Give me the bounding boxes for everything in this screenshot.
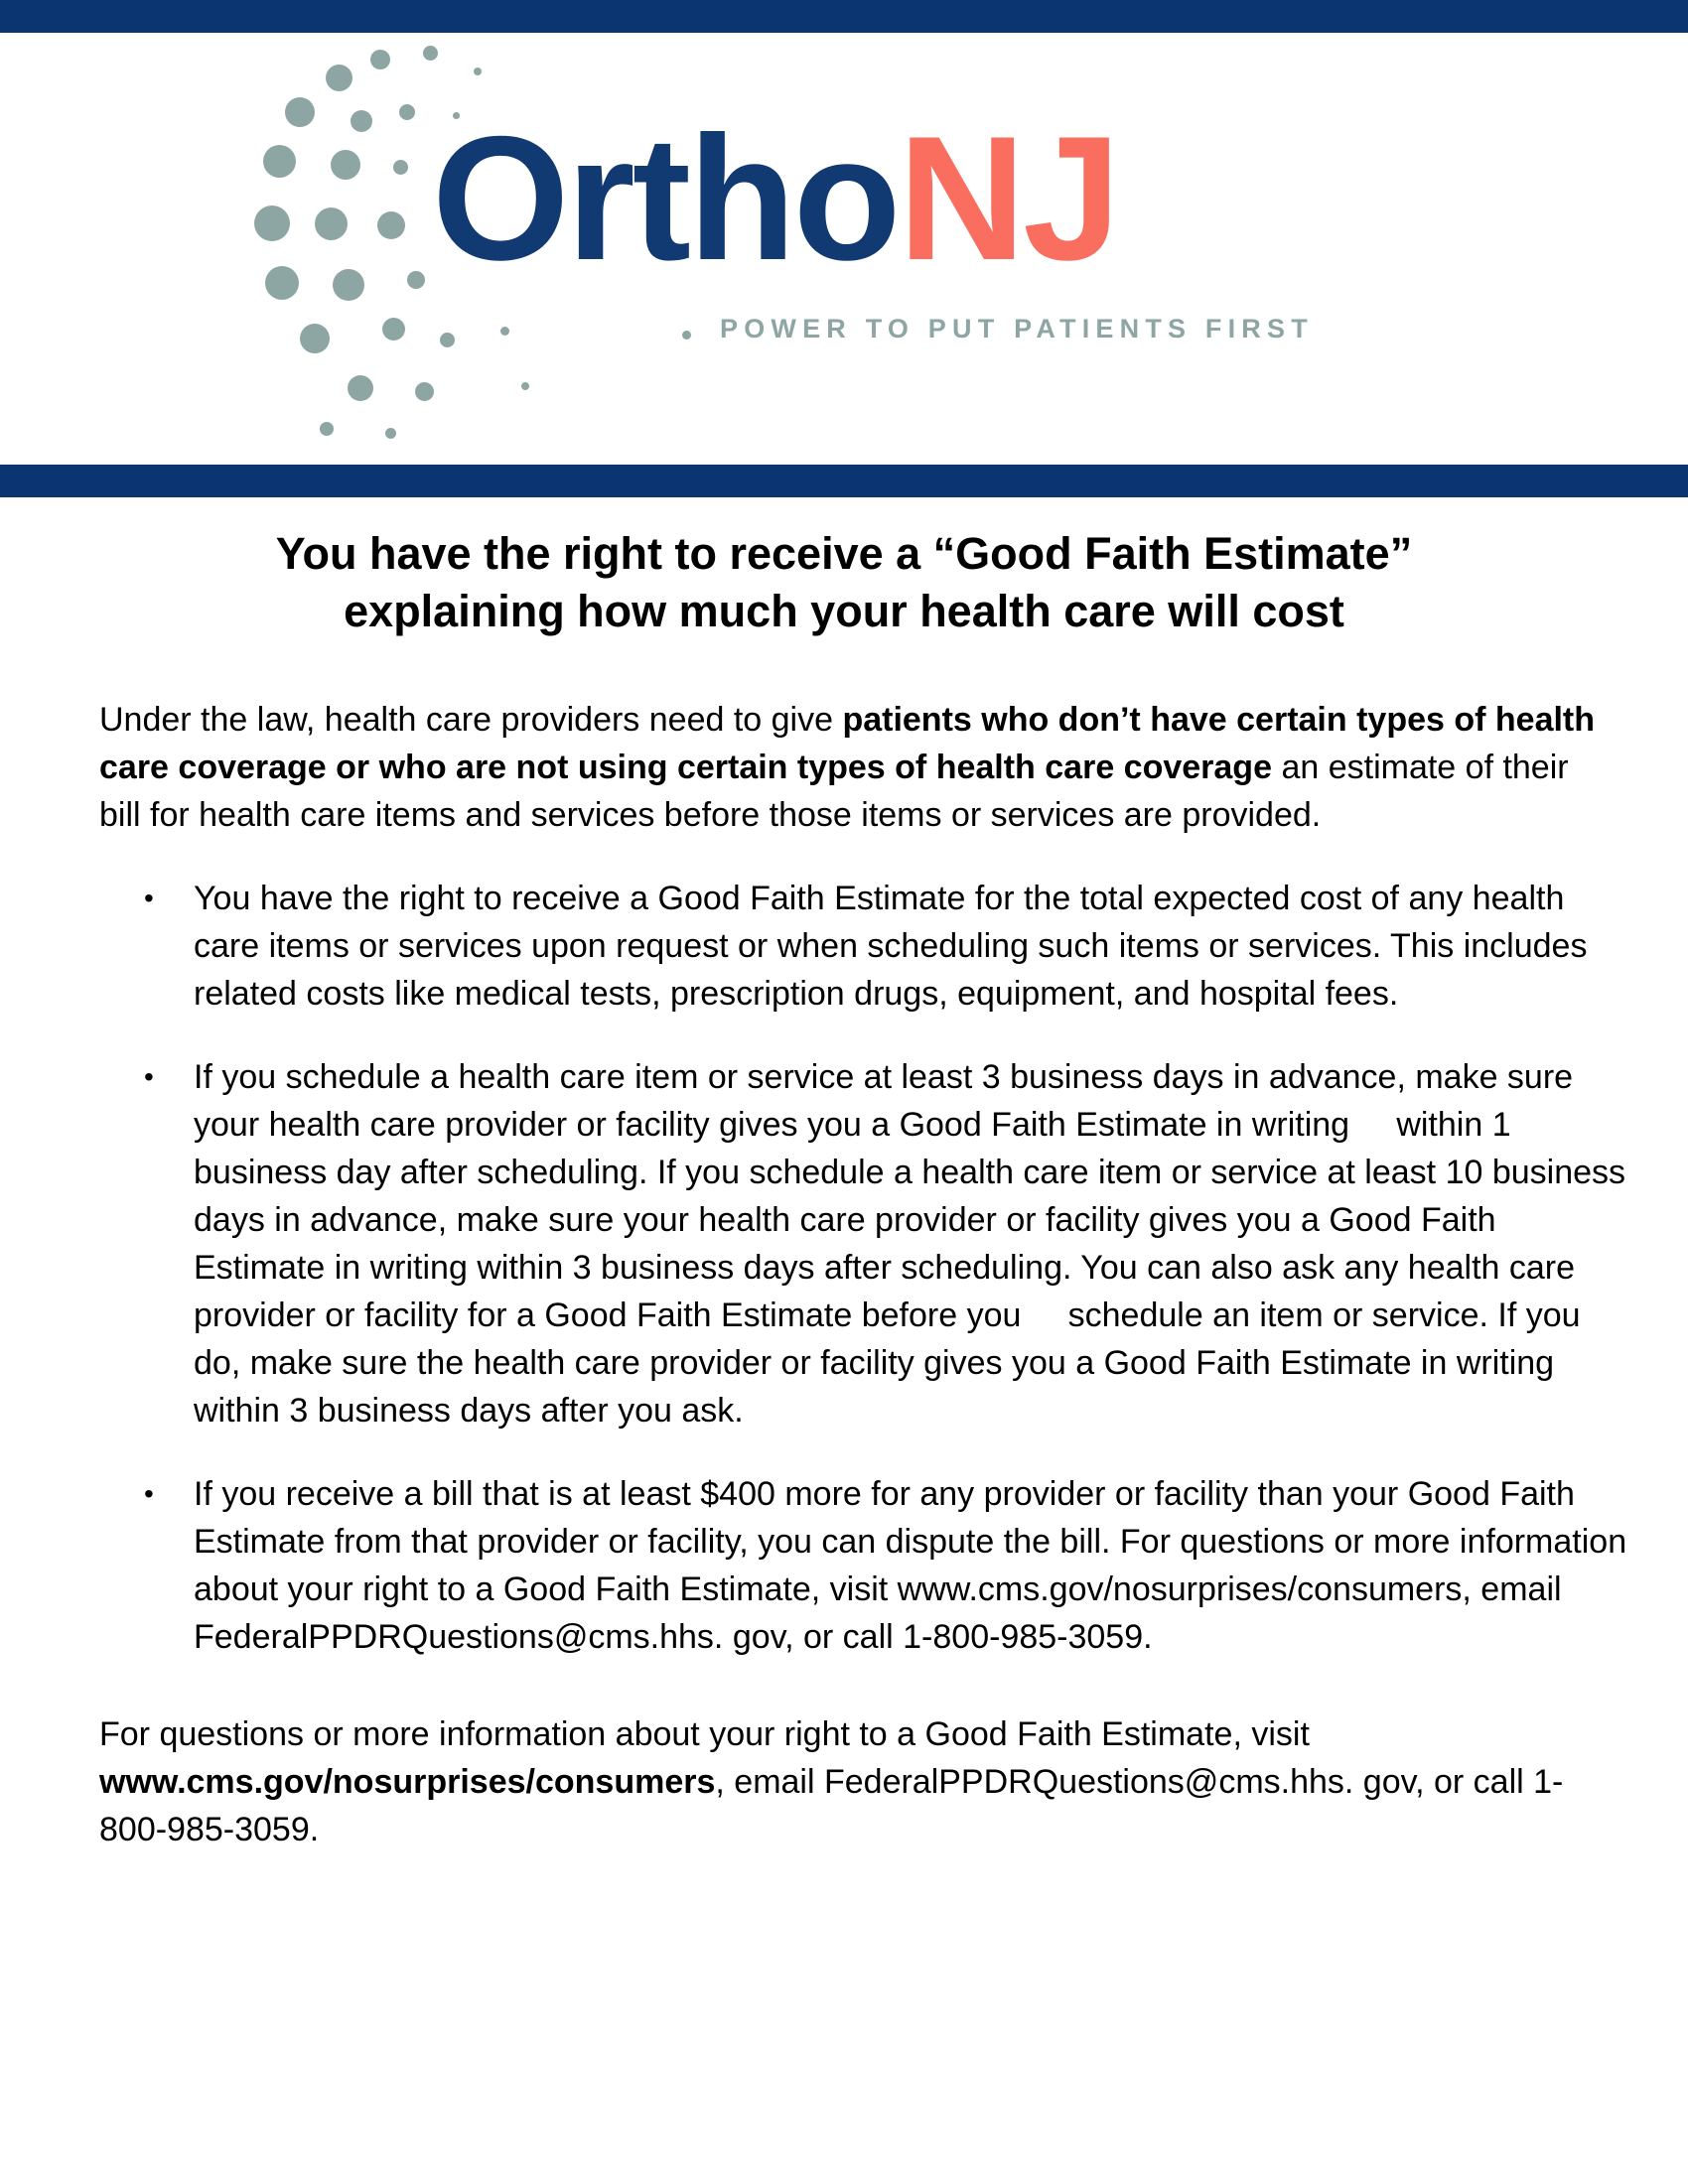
closing-text-tail: , email FederalPPDRQuestions@cms.hhs. gov, or call 1-800-985-3059. [99, 1763, 1564, 1848]
wordmark-nj: NJ [898, 99, 1119, 297]
page-title [0, 497, 1688, 640]
list-item [144, 875, 1628, 1018]
rights-bullet-list [0, 839, 1688, 1661]
intro-text-lead: Under the law, health care providers need to give [99, 701, 843, 739]
logo-banner [0, 33, 1688, 465]
list-item [144, 1470, 1628, 1661]
closing-paragraph [0, 1697, 1688, 1853]
logo-tagline: POWER TO PUT PATIENTS FIRST [720, 314, 1314, 343]
intro-paragraph [0, 640, 1688, 839]
header-accent-bar-top [0, 0, 1688, 33]
intro-text-emphasis: patients who don’t have certain types of health care coverage or who are not using certain types of health care coverage [99, 701, 1596, 786]
page-title-line-1: You have the right to receive a “Good Faith Estimate” [275, 528, 1413, 579]
list-item [144, 1053, 1628, 1434]
header-accent-bar-bottom [0, 465, 1688, 497]
tagline-bullet-icon [682, 331, 691, 340]
wordmark-ortho: Ortho [432, 99, 899, 297]
bullet-2-gap-a [1349, 1106, 1396, 1144]
bullet-2-text-a: If you schedule a health care item or service at least 3 business days in advance, make sure your health care provider or facility gives you a Good Faith Estimate in writing [194, 1058, 1574, 1144]
bullet-2-text-c: schedule an item or service. If you do, make sure the health care provider or facility gives you a Good Faith Estimate in writing within 3 business days after you ask. [194, 1297, 1581, 1430]
bullet-2-text-b: within 1 business day after scheduling. If you schedule a health care item or service at least 10 business days in advance, make sure your health care provider or facility gives you a Good Faith Estimate in writing within 3 business days after scheduling. You can also ask any health care provider or facility for a Good Faith Estimate before you [194, 1106, 1626, 1334]
bullet-3-text: If you receive a bill that is at least $400 more for any provider or facility than your Good Faith Estimate from that provider or facility, you can dispute the bill. For questions or more information about your right to a Good Faith Estimate, visit www.cms.gov/nosurprises/consumers, email FederalPPDRQuestions@cms.hhs. gov, or call 1-800-985-3059. [194, 1475, 1627, 1656]
bullet-2-gap-b [1021, 1297, 1067, 1334]
document-body [0, 497, 1688, 1853]
logo-inner [238, 33, 1350, 465]
intro-text-tail: an estimate of their bill for health care items and services before those items or services are provided. [99, 749, 1569, 834]
bullet-1-text: You have the right to receive a Good Faith Estimate for the total expected cost of any health care items or services upon request or when scheduling such items or services. This includes related costs like medical tests, prescription drugs, equipment, and hospital fees. [194, 880, 1588, 1013]
page-title-line-2: explaining how much your health care will cost [344, 586, 1344, 636]
closing-text-lead: For questions or more information about your right to a Good Faith Estimate, visit [99, 1715, 1310, 1753]
ortho-nj-wordmark [432, 99, 1345, 378]
closing-url: www.cms.gov/nosurprises/consumers [99, 1763, 716, 1801]
